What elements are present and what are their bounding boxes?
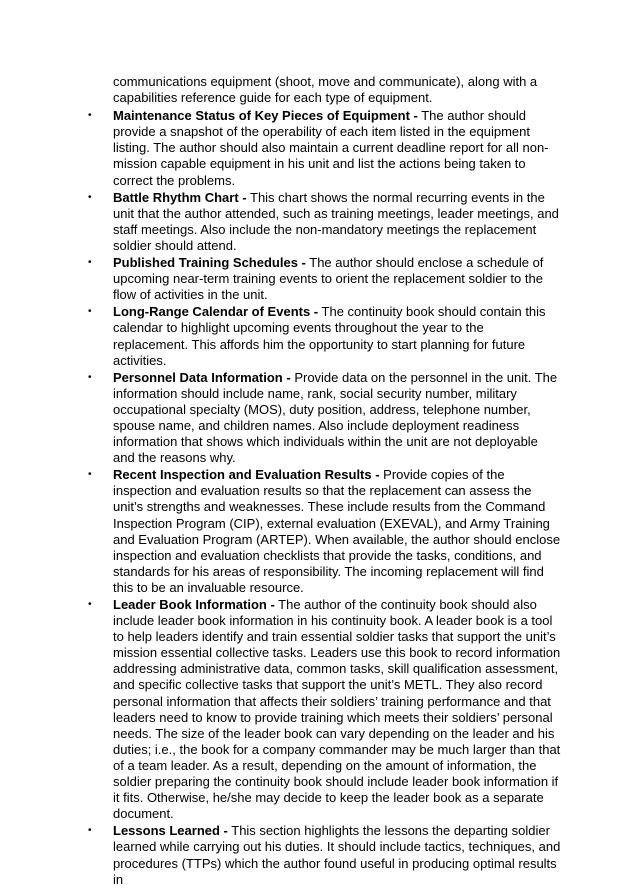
bullet-icon: • <box>88 191 92 203</box>
item-description: The author should enclose a schedule of upcoming near-term training events to orient the replacement soldier to the flow of activities in the unit. <box>113 255 544 303</box>
bullet-icon: • <box>88 110 92 122</box>
item-description: The author should provide a snapshot of the operability of each item listed in the equipment listing. The author should also maintain a current deadline report for all non-mission capable equipment in his unit and list the actions being taken to correct the problems. <box>113 108 549 188</box>
item-description: This section highlights the lessons the departing soldier learned while carrying out his duties. It should include tactics, techniques, and procedures (TTPs) which the author found useful in producing optimal results in <box>113 823 561 887</box>
item-term: Recent Inspection and Evaluation Results - <box>113 467 380 483</box>
list-item-personnel-data <box>88 369 561 467</box>
item-term: Maintenance Status of Key Pieces of Equipment - <box>113 108 418 124</box>
bullet-icon: • <box>88 599 92 610</box>
item-term: Long-Range Calendar of Events - <box>113 304 319 320</box>
list-item-text <box>113 370 561 467</box>
bullet-icon: • <box>88 257 92 269</box>
item-term: Published Training Schedules - <box>113 255 306 271</box>
list-item-long-range-calendar <box>88 304 561 368</box>
list-item-text <box>113 823 561 887</box>
intro-paragraph: communications equipment (shoot, move and communicate), along with a capabilities reference guide for each type of equipment. <box>113 74 538 106</box>
item-term: Personnel Data Information - <box>113 369 291 385</box>
list-item-text <box>113 108 561 188</box>
list-item-maintenance-status <box>88 108 561 188</box>
list-item-text <box>113 190 561 254</box>
item-description: The author of the continuity book should also include leader book information in his continuity book. A leader book is a tool to help leaders identify and train essential soldier tasks that support the unit’s mission essential collective tasks. Leaders use this book to record information addressing administrative data, common tasks, skill qualification assessment, and specific collective tasks that support the unit’s METL. They also record personal information that affects their soldiers’ training performance and that leaders need to know to provide training which meets their soldiers’ personal needs. The size of the leader book can vary depending on the leader and his duties; i.e., the book for a company commander may be much larger than that of a team leader. As a result, depending on the amount of information, the soldier preparing the continuity book should include leader book information if it fits. Otherwise, he/she may decide to keep the leader book as a separate document. <box>113 597 561 822</box>
list-item-leader-book <box>88 597 561 822</box>
list-item-text <box>113 304 561 368</box>
list-item-training-schedules <box>88 255 561 303</box>
list-item-lessons-learned <box>88 823 561 887</box>
bullet-icon: • <box>88 469 92 481</box>
item-term: Battle Rhythm Chart - <box>113 189 247 205</box>
item-term: Leader Book Information - <box>113 597 275 612</box>
item-description: The continuity book should contain this calendar to highlight upcoming events throughout the year to the replacement. This affords him the opportunity to start planning for future activities. <box>113 304 546 368</box>
list-item-text <box>113 255 561 303</box>
document-body <box>88 74 561 889</box>
list-item-inspection-results <box>88 467 561 596</box>
bullet-icon: • <box>88 306 92 318</box>
item-description: This chart shows the normal recurring events in the unit that the author attended, such as training meetings, leader meetings, and staff meetings. Also include the non-mandatory meetings the replacement soldier should attend. <box>113 189 559 253</box>
bullet-icon: • <box>88 371 92 383</box>
list-item-text <box>113 597 561 822</box>
list-item-battle-rhythm <box>88 189 561 254</box>
item-term: Lessons Learned - <box>113 823 228 839</box>
item-description: Provide copies of the inspection and evaluation results so that the replacement can assess the unit’s strengths and weaknesses. These include results from the Command Inspection Program (CIP), external evaluation (EXEVAL), and Army Training and Evaluation Program (ARTEP). When available, the author should enclose inspection and evaluation checklists that provide the tasks, conditions, and standards for his areas of responsibility. The incoming replacement will find this to be an invaluable resource. <box>113 467 561 595</box>
list-item-text <box>113 467 561 596</box>
bullet-icon: • <box>88 825 92 837</box>
item-description: Provide data on the personnel in the unit. The information should include name, rank, social security number, military occupational specialty (MOS), duty position, address, telephone number, spouse name, and children names. Also include deployment readiness information that shows which individuals within the unit are not deployable and the reasons why. <box>113 369 558 466</box>
